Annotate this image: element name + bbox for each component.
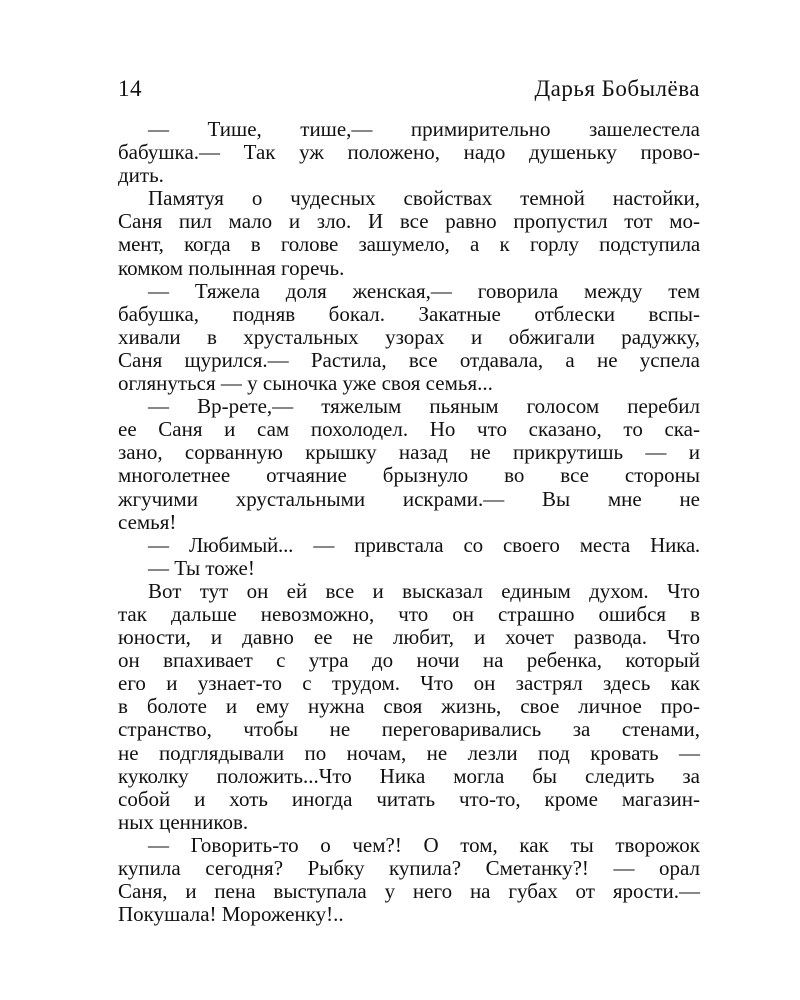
text-line: он впахивает с утра до ночи на ребенка, который xyxy=(118,648,700,673)
text-line: купила сегодня? Рыбку купила? Сметанку?! — орал xyxy=(118,856,700,880)
text-line: в болоте и ему нужна своя жизнь, свое личное про- xyxy=(118,694,700,719)
text-line: Саня, и пена выступала у него на губах от ярости.— xyxy=(118,879,700,904)
text-line: юности, и давно ее не любит, и хочет развода. Что xyxy=(118,625,700,650)
text-line: — Ты тоже! xyxy=(148,555,255,580)
text-line: комком полынная горечь. xyxy=(118,255,345,280)
text-line: собой и хоть иногда читать что-то, кроме магазин- xyxy=(118,786,700,811)
text-line: жгучими хрустальными искрами.— Вы мне не xyxy=(118,486,700,511)
text-line: мент, когда в голове зашумело, а к горлу подступила xyxy=(118,232,700,257)
text-line: Саня щурился.— Растила, все отдавала, а не успела xyxy=(118,347,700,372)
text-line: дить. xyxy=(118,163,164,188)
text-line: Покушала! Мороженку!.. xyxy=(118,902,344,927)
text-line: странство, чтобы не переговаривались за стенами, xyxy=(118,717,700,742)
text-line: зано, сорванную крышку назад не прикрутишь — и xyxy=(118,440,700,465)
text-line: многолетнее отчаяние брызнуло во все стороны xyxy=(118,463,700,488)
text-line: куколку положить...Что Ника могла бы следить за xyxy=(118,763,700,788)
text-line: — Тяжела доля женская,— говорила между тем xyxy=(148,278,700,303)
text-line: — Тише, тише,— примирительно зашелестела xyxy=(148,117,700,141)
running-header xyxy=(118,76,700,106)
text-line: оглянуться — у сыночка уже своя семья... xyxy=(118,371,493,396)
text-line: семья! xyxy=(118,509,177,534)
text-line: его и узнает-то с трудом. Что он застрял здесь как xyxy=(118,671,700,696)
text-line: ее Саня и сам похолодел. Но что сказано, то ска- xyxy=(118,417,700,442)
running-head-author: Дарья Бобылёва xyxy=(534,76,700,101)
text-line: Саня пил мало и зло. И все равно пропустил тот мо- xyxy=(118,209,700,234)
text-line: Памятуя о чудесных свойствах темной настойки, xyxy=(148,186,700,211)
text-line: бабушка, подняв бокал. Закатные отблески вспы- xyxy=(118,301,700,326)
text-line: хивали в хрустальных узорах и обжигали радужку, xyxy=(118,324,700,349)
text-line: бабушка.— Так уж положено, надо душеньку прово- xyxy=(118,140,700,165)
text-line: — Любимый... — привстала со своего места Ника. xyxy=(148,532,700,557)
text-line: Вот тут он ей все и высказал единым духом. Что xyxy=(148,578,700,603)
text-line: ных ценников. xyxy=(118,809,249,834)
text-line: не подглядывали по ночам, не лезли под кровать — xyxy=(118,740,700,765)
text-line: так дальше невозможно, что он страшно ошибся в xyxy=(118,601,700,626)
page-body xyxy=(118,118,700,926)
text-line: — Вр-рете,— тяжелым пьяным голосом перебил xyxy=(148,394,700,419)
text-line: — Говорить-то о чем?! О том, как ты творожок xyxy=(148,832,700,857)
page-number: 14 xyxy=(118,76,142,101)
